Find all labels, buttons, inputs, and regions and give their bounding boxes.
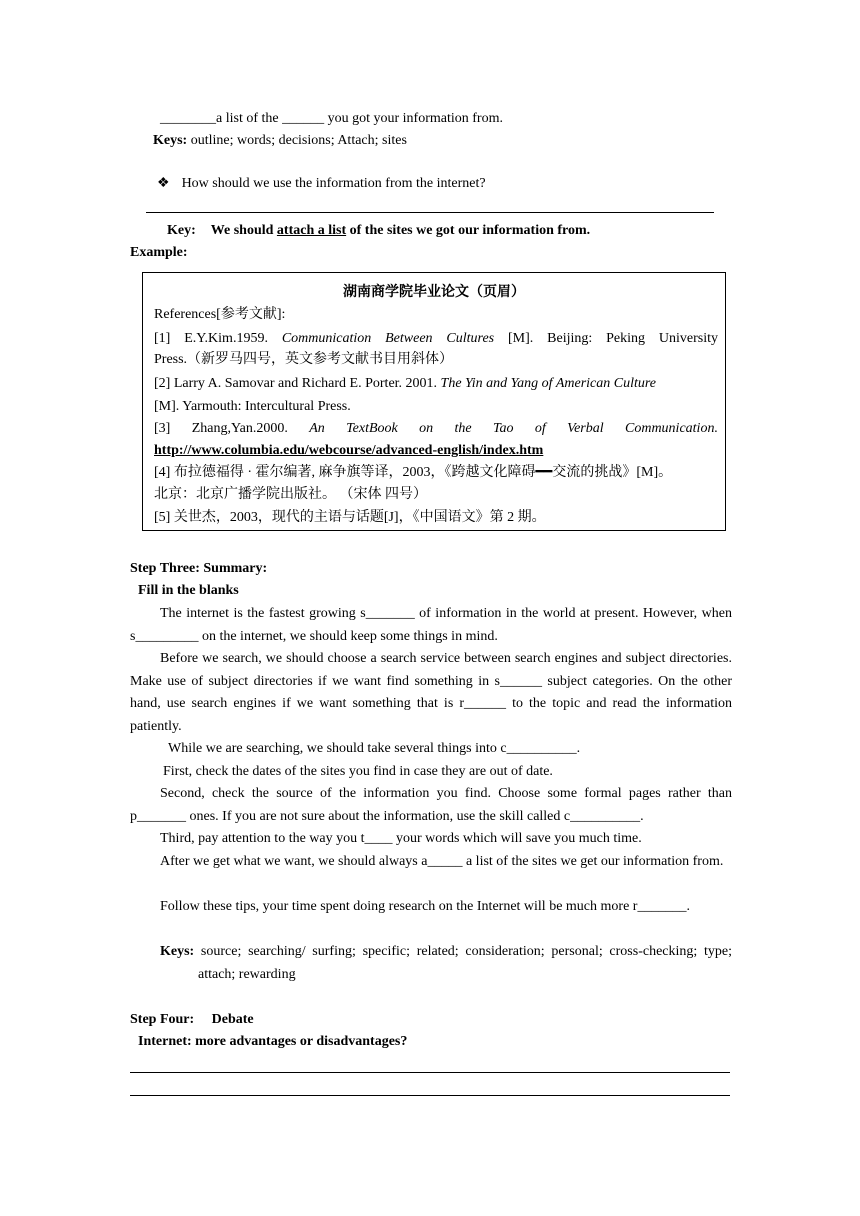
ref-3-author: Zhang,Yan.2000. [191,421,288,436]
answer-line [146,212,714,213]
key-answer-pre: We should [210,223,277,238]
summary-keys-text: source; searching/ surfing; specific; related; consideration; personal; cross-checking; type; attach; rewarding [194,944,732,982]
keys-line [153,132,407,150]
ref-1-part: [1] E.Y.Kim.1959. [154,331,282,346]
debate-answer-line-1 [130,1072,730,1073]
summary-p3: While we are searching, we should take several things into c__________. [168,741,581,756]
summary-p4: First, check the dates of the sites you find in case they are out of date. [163,764,553,779]
debate-answer-line-2 [130,1095,730,1096]
question-text: How should we use the information from the internet? [181,176,486,191]
ref-3-num: [3] [154,421,171,436]
ref-3-w4: the [454,421,472,436]
fill-blanks-heading: Fill in the blanks [138,583,239,598]
ref-1-pub: [M]. Beijing: Peking University [494,331,718,346]
step-three-heading: Step Three: Summary: [130,561,268,576]
summary-keys [160,941,732,986]
ref-1-title: Communication Between Cultures [281,331,495,346]
summary-keys-label: Keys: [160,944,195,959]
keys-label: Keys: [153,133,188,148]
ref-3-w5: Tao [492,421,514,436]
debate-question: Internet: more advantages or disadvantages? [138,1034,408,1049]
key-label: Key: [167,223,196,238]
ref-3-w6: of [534,421,546,436]
ref-5: [5] 关世杰，2003，现代的主语与话题[J]，《中国语文》第 2 期。 [154,510,546,525]
ref-1-line1 [154,330,718,348]
ref-3-url[interactable]: http://www.columbia.edu/webcourse/advanced-english/index.htm [154,443,544,458]
summary-p6: Third, pay attention to the way you t____ your words which will save you much time. [160,831,642,846]
ref-heading: References[参考文献]: [154,307,286,322]
ref-3-w1: An [309,421,325,436]
ref-4-line2: 北京：北京广播学院出版社。 （宋体 四号） [154,487,427,502]
summary-p1: The internet is the fastest growing s_______ of information in the world at present. However, when s_________ on the internet, we should keep some things in mind. [130,606,732,644]
key-answer-post: of the sites we got our information from. [346,223,591,238]
summary-p7: After we get what we want, we should always a_____ a list of the sites we get our information from. [160,854,724,869]
keys-text: outline; words; decisions; Attach; sites [187,133,407,148]
key-answer [167,222,590,240]
fill-line: ________a list of the ______ you got your information from. [160,111,503,126]
question-line [157,175,486,193]
step-four-heading: Step Four: Debate [130,1012,254,1027]
ref-3-w3: on [419,421,434,436]
ref-3-line1 [154,420,718,438]
summary-p2: Before we search, we should choose a search service between search engines and subject directories. Make use of subject directories if we want find something in s______ subject categories. On the other hand, use search engines if we want something that is r______ to the topic and read the information patiently. [130,651,732,734]
ref-title: 湖南商学院毕业论文（页眉） [343,285,525,300]
ref-3-w8: Communication. [625,421,718,436]
ref-2-line1 [154,375,718,393]
ref-2-title: The Yin and Yang of American Culture [440,376,657,391]
ref-3-w7: Verbal [567,421,604,436]
ref-2-line2: [M]. Yarmouth: Intercultural Press. [154,399,351,414]
ref-4-line1: [4] 布拉德福得 · 霍尔编著, 麻争旗等译，2003，《跨越文化障碍━━交流的挑战》[M]。 [154,465,673,480]
ref-3-w2: TextBook [346,421,398,436]
summary-p8: Follow these tips, your time spent doing research on the Internet will be much more r_______. [160,899,690,914]
bullet-icon: ❖ [157,176,170,191]
key-answer-underlined: attach a list [276,223,347,238]
summary-p5: Second, check the source of the information you find. Choose some formal pages rather than p_______ ones. If you are not sure about the information, use the skill called c__________. [130,786,732,824]
example-label: Example: [130,245,188,260]
ref-1-line2: Press.（新罗马四号，英文参考文献书目用斜体） [154,352,454,367]
ref-2-part: [2] Larry A. Samovar and Richard E. Porter. 2001. [154,376,441,391]
